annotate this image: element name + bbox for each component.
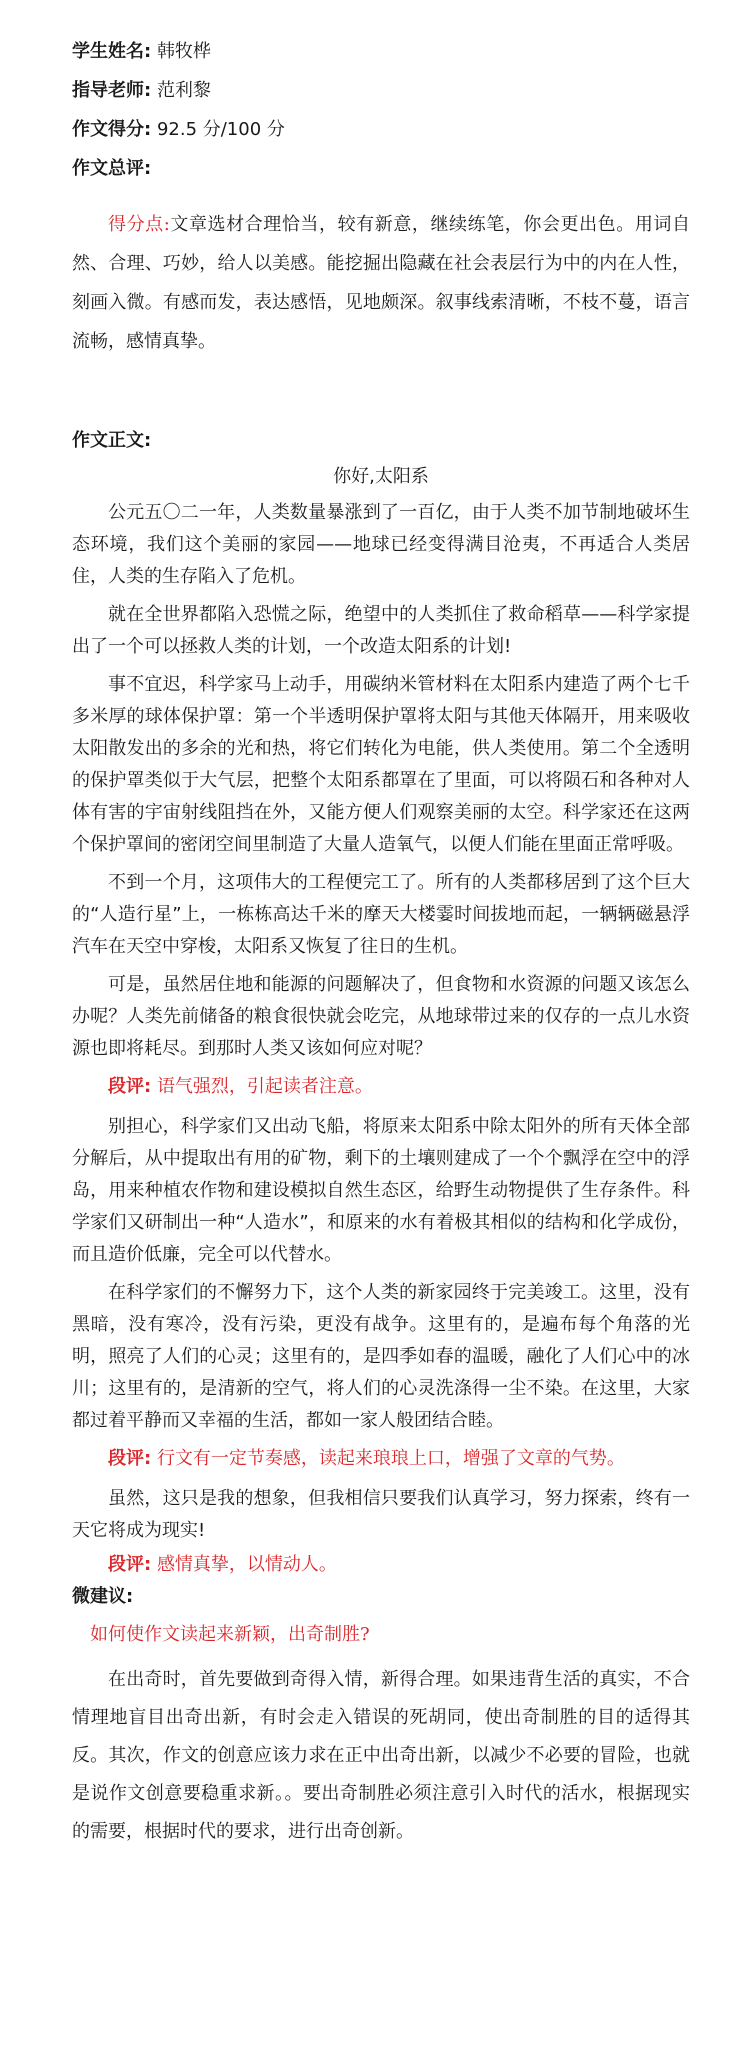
paragraph-comment-label: 段评: bbox=[108, 1448, 152, 1469]
paragraph-comment bbox=[72, 1549, 690, 1581]
teacher-line bbox=[72, 79, 690, 103]
score-value: 92.5 分/100 分 bbox=[156, 119, 285, 140]
paragraph-comment bbox=[72, 1443, 690, 1475]
teacher-label: 指导老师: bbox=[72, 80, 152, 101]
essay-paragraph: 别担心，科学家们又出动飞船，将原来太阳系中除太阳外的所有天体全部分解后，从中提取出有用的矿物，剩下的土壤则建成了一个个飘浮在空中的浮岛，用来种植农作物和建设模拟自然生态区，给野生动物提供了生存条件。科学家们又研制出一种“人造水”，和原来的水有着极其相似的结构和化学成份，而且造价低廉，完全可以代替水。 bbox=[72, 1116, 690, 1265]
summary-heading: 作文总评: bbox=[72, 158, 152, 179]
summary-heading-line bbox=[72, 157, 690, 181]
paragraph-comment-label: 段评: bbox=[108, 1554, 152, 1575]
suggestion-title: 如何使作文读起来新颖，出奇制胜? bbox=[90, 1624, 370, 1645]
student-info bbox=[72, 0, 690, 181]
student-name-label: 学生姓名: bbox=[72, 41, 152, 62]
overall-comment bbox=[72, 205, 690, 361]
paragraph-comment-text: 感情真挚，以情动人。 bbox=[156, 1554, 337, 1575]
essay-paragraph: 可是，虽然居住地和能源的问题解决了，但食物和水资源的问题又该怎么办呢？人类先前储备的粮食很快就会吃完，从地球带过来的仅存的一点儿水资源也即将耗尽。到那时人类又该如何应对呢？ bbox=[72, 974, 690, 1059]
score-label: 作文得分: bbox=[72, 119, 152, 140]
suggestion-text: 在出奇时，首先要做到奇得入情，新得合理。如果违背生活的真实，不合情理地盲目出奇出新，有时会走入错误的死胡同，使出奇制胜的目的适得其反。其次，作文的创意应该力求在正中出奇出新，以减少不必要的冒险，也就是说作文创意要稳重求新。。要出奇制胜必须注意引入时代的活水，根据现实的需要，根据时代的要求，进行出奇创新。 bbox=[72, 1669, 690, 1842]
paragraph-comment bbox=[72, 1071, 690, 1103]
essay-paragraph: 就在全世界都陷入恐慌之际，绝望中的人类抓住了救命稻草——科学家提出了一个可以拯救人类的计划，一个改造太阳系的计划! bbox=[72, 604, 690, 657]
essay-title: 你好,太阳系 bbox=[333, 466, 429, 487]
essay-paragraph: 虽然，这只是我的想象，但我相信只要我们认真学习，努力探索，终有一天它将成为现实! bbox=[72, 1488, 690, 1541]
paragraph-comment-text: 语气强烈，引起读者注意。 bbox=[156, 1076, 373, 1097]
score-point-label: 得分点: bbox=[108, 214, 170, 235]
student-name-value: 韩牧桦 bbox=[156, 41, 211, 62]
paragraph-comment-text: 行文有一定节奏感，读起来琅琅上口，增强了文章的气势。 bbox=[156, 1448, 625, 1469]
overall-comment-text: 文章选材合理恰当，较有新意，继续练笔，你会更出色。用词自然、合理、巧妙，给人以美感。能挖掘出隐藏在社会表层行为中的内在人性，刻画入微。有感而发，表达感悟，见地颇深。叙事线索清晰，不枝不蔓，语言流畅，感情真挚。 bbox=[72, 214, 690, 352]
suggestion-heading: 微建议: bbox=[72, 1586, 134, 1607]
paragraph-comment-label: 段评: bbox=[108, 1076, 152, 1097]
score-line bbox=[72, 118, 690, 142]
essay-paragraph: 公元五〇二一年，人类数量暴涨到了一百亿，由于人类不加节制地破坏生态环境，我们这个美丽的家园——地球已经变得满目沧夷，不再适合人类居住，人类的生存陷入了危机。 bbox=[72, 502, 690, 587]
essay-paragraph: 事不宜迟，科学家马上动手，用碳纳米管材料在太阳系内建造了两个七千多米厚的球体保护罩：第一个半透明保护罩将太阳与其他天体隔开，用来吸收太阳散发出的多余的光和热，将它们转化为电能，供人类使用。第二个全透明的保护罩类似于大气层，把整个太阳系都罩在了里面，可以将陨石和各种对人体有害的宇宙射线阻挡在外，又能方便人们观察美丽的太空。科学家还在这两个保护罩间的密闭空间里制造了大量人造氧气，以便人们能在里面正常呼吸。 bbox=[72, 674, 690, 855]
teacher-value: 范利黎 bbox=[156, 80, 211, 101]
essay-paragraph: 不到一个月，这项伟大的工程便完工了。所有的人类都移居到了这个巨大的“人造行星”上，一栋栋高达千米的摩天大楼霎时间拔地而起，一辆辆磁悬浮汽车在天空中穿梭，太阳系又恢复了往日的生机。 bbox=[72, 872, 690, 957]
essay-paragraph: 在科学家们的不懈努力下，这个人类的新家园终于完美竣工。这里，没有黑暗，没有寒冷，没有污染，更没有战争。这里有的，是遍布每个角落的光明，照亮了人们的心灵；这里有的，是四季如春的温暖，融化了人们心中的冰川；这里有的，是清新的空气，将人们的心灵洗涤得一尘不染。在这里，大家都过着平静而又幸福的生活，都如一家人般团结合睦。 bbox=[72, 1282, 690, 1431]
student-name-line bbox=[72, 40, 690, 64]
essay-heading: 作文正文: bbox=[72, 430, 152, 451]
